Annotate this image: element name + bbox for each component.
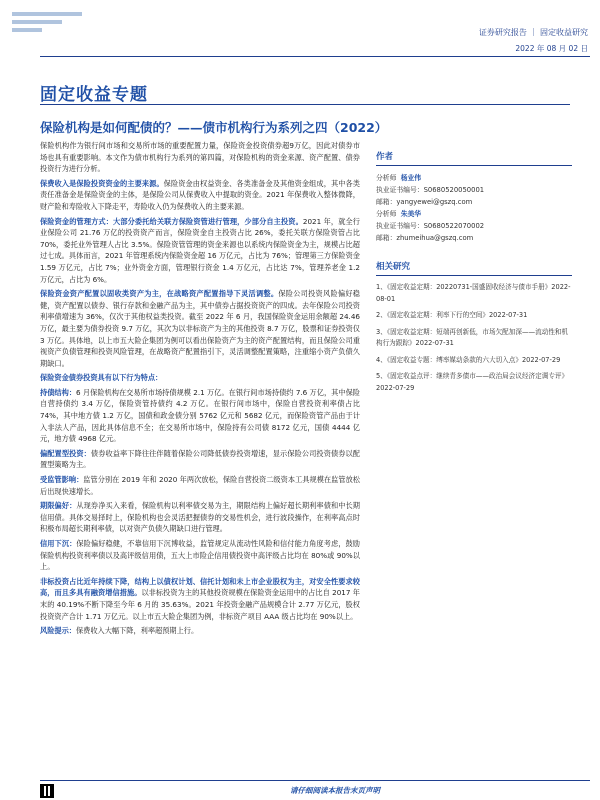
lead-holding: 持债结构： xyxy=(40,387,77,397)
author-2 xyxy=(376,208,572,244)
lead-features: 保险资金债券投资具有以下行为特点： xyxy=(40,373,163,383)
paragraph-duration xyxy=(40,500,360,535)
intro-paragraph: 保险机构作为银行间市场和交易所市场的重要配置力量，保险资金投资债券超9万亿，因此对债券市场也具有重要影响。本文作为债市机构行为系列的第四篇，对保险机构的资金来源、资产配置、债券投资行为进行分析。 xyxy=(40,141,360,174)
author-1-role: 分析师 xyxy=(376,174,397,182)
series-divider xyxy=(40,104,570,105)
paragraph-features xyxy=(40,372,360,384)
author-2-name: 朱美华 xyxy=(400,210,422,218)
authors-title: 作者 xyxy=(376,150,572,166)
footer-divider xyxy=(40,780,590,781)
qr-code-icon xyxy=(40,784,54,798)
footer-disclaimer: 请仔细阅读本报告末页声明 xyxy=(290,786,380,795)
sidebar xyxy=(376,150,572,399)
lead-regulation: 受监管影响： xyxy=(40,475,84,485)
text-management: 2021 年，就全行业保险公司 21.76 万亿的投资资产而言，保险资金自主投资占比 26%，委托关联方保险资管占比 70%，委托业外管理人占比 3.5%。保险资管管理的资金来源也以系统内保险资金为主，规模占比超过七成。具体而言，2021 年管理系统内保险资金超 16 万亿元，占比为 76%；管理第三方保险资金 1.59 万亿元，占比 7%；业外资金方面，管理银行资金 1.4 万亿元，占比达 7%，管理养老金 1.2 万亿元，占比为 6%。 xyxy=(40,216,360,284)
page-header xyxy=(0,0,600,56)
author-1-cert: 执业证书编号：S0680520050001 xyxy=(376,186,485,194)
paragraph-holding xyxy=(40,387,360,445)
header-divider xyxy=(40,56,590,57)
paragraph-allocation-type xyxy=(40,448,360,471)
lead-management: 保险资金的管理方式：大部分委托给关联方保险资管进行管理，少部分自主投资。 xyxy=(40,216,303,226)
doc-type-label: 证券研究报告 ｜ 固定收益研究 xyxy=(478,28,588,37)
text-regulation: 监管分别在 2019 年和 2020 年两次放松，保险自营投资二级资本工具规模在监管放松后出现快速增长。 xyxy=(40,475,360,496)
author-2-email[interactable]: 邮箱：zhumeihua@gszq.com xyxy=(376,234,474,242)
series-title: 固定收益专题 xyxy=(40,85,148,105)
related-research xyxy=(376,260,572,394)
author-2-cert: 执业证书编号：S0680522070002 xyxy=(376,222,485,230)
text-premium: 保险资金由权益资金、各类准备金及其他资金组成，其中各类责任准备金是保险资金的主体，是保险公司从保费收入中提取的资金。2021 年保费收入整体微降，财产险和寿险收入下降走平，寿险收入仍为保费收入的主要来源。 xyxy=(40,178,360,211)
report-body xyxy=(40,140,360,770)
related-title: 相关研究 xyxy=(376,260,572,276)
author-1-name: 杨业伟 xyxy=(400,174,422,182)
paragraph-premium xyxy=(40,178,360,213)
related-item[interactable]: 5、《固定收益点评：继续青多债市——政治局会议经济定调专评》2022-07-29 xyxy=(376,372,569,392)
author-1-email[interactable]: 邮箱：yangyewei@gszq.com xyxy=(376,198,473,206)
paragraph-nonstandard xyxy=(40,576,360,622)
related-item[interactable]: 4、《固定收益专题：缚率媒动条款的六大切入点》2022-07-29 xyxy=(376,355,561,364)
lead-risk: 风险提示： xyxy=(40,626,76,636)
author-1 xyxy=(376,172,572,208)
lead-duration: 期限偏好： xyxy=(40,501,77,511)
text-holding: 6 月保险机构在交易所市场持债规模 2.1 万亿。在银行间市场持债约 7.6 万亿，其中保险自营持债约 3.4 万亿，保险资管持债约 4.2 万亿。在银行间市场中，保险自营投资利率债占比 74%，其中地方债 1.2 万亿，国债和政金债分别 5762 亿元和 5682 亿元，而保险资管产品由于计入非法人产品，因此具体信息不全；在交易所市场中，保险持有公司债 8172 亿元，国债 4444 亿元，地方债 4968 亿元。 xyxy=(40,387,360,444)
report-title: 保险机构是如何配债的？——债市机构行为系列之四（2022） xyxy=(40,120,388,135)
paragraph-risk xyxy=(40,625,360,637)
author-2-role: 分析师 xyxy=(376,210,397,218)
brand-logo xyxy=(12,12,82,42)
lead-nonstandard: 非标投资占比近年持续下降，结构上以债权计划、信托计划和未上市企业股权为主，对安全性要求较高，而且多具有融资增信措施。 xyxy=(40,576,360,598)
text-duration: 从现券净买入来看，保险机构以利率债交易为主，期限结构上偏好超长期利率债和中长期信用债。具体交易择时上，保险机构也会灵活把握债券的交易性机会，进行波段操作，在利率高点时积极布局超长期利率债，以对资产负债久期缺口进行管理。 xyxy=(40,501,360,534)
lead-allocation: 保险资金资产配置以固收类资产为主，在战略资产配置指导下灵活调整。 xyxy=(40,289,279,299)
related-item[interactable]: 1、《固定收益定期：20220731-国盛固收经济与债市手册》2022-08-01 xyxy=(376,283,571,303)
text-allocation: 保险公司投资风险偏好稳健，资产配置以债券、银行存款和金融产品为主，其中债券占据投资资产的四成。去年保险公司投资利率债增速为 36%，仅次于其他权益类投资。截至 2022 年 6 月，我国保险资金运用余额超 24.46 万亿，最主要为债券投资 9.7 万亿，其次为以非标资产为主的其他投资 8.7 万亿，股票和证券投资仅 3 万亿。具体地，以上市五大险企集团为例可以看出保险资产为主的资产配置结构，而且保险公司重视资产负债管理和投资风险管理，在战略资产配置指引下，灵活调整配置策略，注重缩小资产负债久期缺口。 xyxy=(40,289,360,368)
related-item[interactable]: 2、《固定收益定期：利率下行的空间》2022-07-31 xyxy=(376,311,528,319)
text-allocation-type: 债券收益率下降往往伴随着保险公司降低债券投资增速，显示保险公司投资债券以配置型策略为主。 xyxy=(40,448,360,470)
paragraph-management xyxy=(40,216,360,286)
text-risk: 保费收入大幅下降，利率超预期上行。 xyxy=(75,626,199,636)
text-credit: 保险偏好稳健，不靠信用下沉博收益，监管规定从流动性风险和信付能力角度考虑，鼓励保险机构投资利率债以及高评级信用债，五大上市险企信用债投资中高评级占比均在 80%或 90%以上。 xyxy=(40,539,360,572)
related-item[interactable]: 3、《固定收益定期：短端再创新低，市场欠配加深——流动性和机构行为跟踪》2022-07-31 xyxy=(376,327,569,347)
paragraph-credit xyxy=(40,538,360,573)
paragraph-allocation xyxy=(40,288,360,369)
lead-allocation-type: 偏配置型投资： xyxy=(40,448,91,458)
report-date: 2022 年 08 月 02 日 xyxy=(515,44,588,53)
text-nonstandard: 以非标投资为主的其他投资规模在保险资金运用中的占比自 2017 年末的 40.19%不断下降至今年 6 月的 35.63%。2021 年投资金融产品规模合计 2.77 万亿元，股权投资资产合计 1.71 万亿元。以上市五大险企集团为例，非标资产项目 AAA 级占比均在 90%以上。 xyxy=(40,588,360,621)
lead-premium: 保费收入是保险投资资金的主要来源。 xyxy=(40,178,164,188)
paragraph-regulation xyxy=(40,474,360,497)
lead-credit: 信用下沉： xyxy=(40,539,77,548)
